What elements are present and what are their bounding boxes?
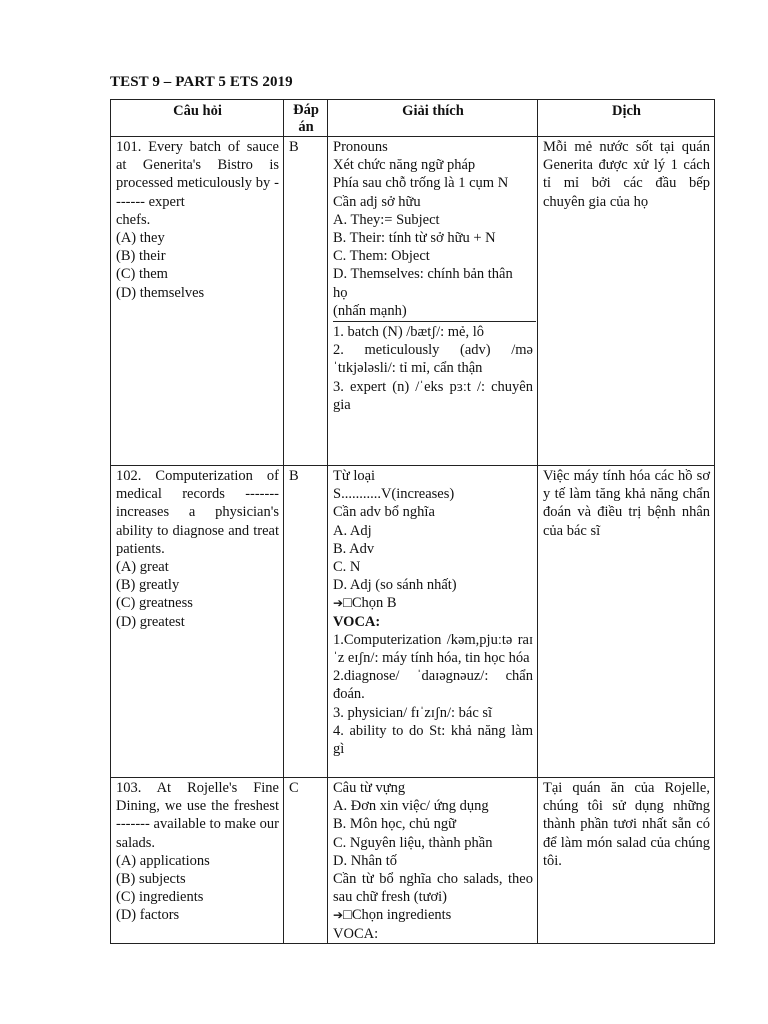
explanation-line: Cần từ bổ nghĩa cho salads, theo sau chữ fresh (tươi) <box>333 871 533 906</box>
answer-cell: B <box>284 466 328 778</box>
vocab-item: 1.Computerization /kəm,pjuːtə raɪˈz eɪʃn/: máy tính hóa, tin học hóa <box>333 631 533 667</box>
option-a: (A) great <box>116 559 169 576</box>
explanation-line: S...........V(increases) <box>333 486 455 503</box>
choose-line <box>333 594 533 612</box>
voca-label: VOCA: <box>333 925 379 942</box>
header-explanation: Giải thích <box>328 100 538 137</box>
explanation-line: A. Đơn xin việc/ ứng dụng <box>333 798 489 815</box>
vocab-item: 3. physician/ fɪˈzɪʃn/: bác sĩ <box>333 704 493 721</box>
arrow-right-icon: ➔ <box>333 596 344 611</box>
option-c: (C) greatness <box>116 595 193 612</box>
explanation-line: B. Adv <box>333 540 375 557</box>
explanation-line: Xét chức năng ngữ pháp <box>333 157 476 174</box>
table-row <box>111 466 715 778</box>
option-d: (D) themselves <box>116 284 205 301</box>
document-title: TEST 9 – PART 5 ETS 2019 <box>110 74 293 90</box>
answer-cell: B <box>284 137 328 466</box>
box-icon: □ <box>343 907 352 924</box>
explanation-line: C. N <box>333 559 361 576</box>
header-translation: Dịch <box>538 100 715 137</box>
explanation-cell <box>328 137 538 466</box>
answer-cell: C <box>284 778 328 944</box>
explanation-line: Pronouns <box>333 139 388 155</box>
question-text: 101. Every batch of sauce at Generita's Bistro is processed meticulously by ------- expert <box>116 139 279 210</box>
option-c: (C) ingredients <box>116 889 204 906</box>
option-b: (B) subjects <box>116 871 186 888</box>
option-d: (D) greatest <box>116 613 185 630</box>
question-cell <box>111 466 284 778</box>
option-d: (D) factors <box>116 907 180 924</box>
arrow-right-icon: ➔ <box>333 908 344 923</box>
explanation-line: A. Adj <box>333 522 372 539</box>
table-row <box>111 778 715 944</box>
choose-text: Chọn B <box>351 595 397 612</box>
answer-table <box>110 99 715 944</box>
explanation-cell <box>328 778 538 944</box>
vocab-item: 2. meticulously (adv) /məˈtɪkjələsli/: tỉ mỉ, cẩn thận <box>333 342 533 377</box>
option-b: (B) greatly <box>116 577 180 594</box>
vocab-item: 1. batch (N) /bætʃ/: mẻ, lô <box>333 324 485 341</box>
translation-cell: Tại quán ăn của Rojelle, chúng tôi sử dụng những thành phần tươi nhất sẵn có để làm món salad của chúng tôi. <box>538 778 715 944</box>
option-b: (B) their <box>116 248 166 265</box>
question-cell <box>111 137 284 466</box>
explanation-line: (nhấn mạnh) <box>333 302 407 319</box>
explanation-cell <box>328 466 538 778</box>
explanation-line: A. They:= Subject <box>333 211 440 228</box>
header-row <box>111 100 715 137</box>
table-row <box>111 137 715 466</box>
explanation-line: Phía sau chỗ trống là 1 cụm N <box>333 175 509 192</box>
voca-label: VOCA: <box>333 613 381 630</box>
explanation-line: Cần adv bổ nghĩa <box>333 504 435 521</box>
explanation-line: D. Adj (so sánh nhất) <box>333 577 457 594</box>
explanation-line: D. Nhân tố <box>333 852 398 869</box>
option-a: (A) applications <box>116 852 210 869</box>
explanation-line: C. Them: Object <box>333 248 430 265</box>
option-a: (A) they <box>116 230 165 247</box>
translation-cell: Việc máy tính hóa các hồ sơ y tế làm tăng khả năng chẩn đoán và điều trị bệnh nhân của bác sĩ <box>538 466 715 778</box>
vocab-item: 4. ability to do St: khả năng làm gì <box>333 722 533 758</box>
header-answer: Đáp án <box>284 100 328 137</box>
choose-text: Chọn ingredients <box>351 907 452 924</box>
explanation-line: B. Môn học, chủ ngữ <box>333 816 457 833</box>
explanation-line: Cần adj sở hữu <box>333 193 421 210</box>
explanation-line: Từ loại <box>333 468 376 484</box>
explanation-line: B. Their: tính từ sở hữu + N <box>333 230 496 247</box>
option-c: (C) them <box>116 266 168 283</box>
choose-line <box>333 906 533 924</box>
explanation-line: C. Nguyên liệu, thành phần <box>333 834 493 851</box>
explanation-line: họ <box>333 284 348 301</box>
vocab-item: 3. expert (n) /ˈeks pɜːt /: chuyên gia <box>333 378 533 413</box>
header-question: Câu hỏi <box>111 100 284 137</box>
explanation-line: D. Themselves: chính bản thân <box>333 266 513 283</box>
question-cell <box>111 778 284 944</box>
box-icon: □ <box>343 595 352 612</box>
question-text: 102. Computerization of medical records ------- increases a physician's ability to diagnose and treat patients. <box>116 468 279 557</box>
question-text: 103. At Rojelle's Fine Dining, we use the freshest ------- available to make our salads. <box>116 780 279 851</box>
divider <box>333 321 536 322</box>
vocab-item: 2.diagnose/ ˈdaɪəgnəuz/: chẩn đoán. <box>333 668 533 703</box>
translation-cell: Mỗi mẻ nước sốt tại quán Generita được xử lý 1 cách tỉ mỉ bởi các đầu bếp chuyên gia của họ <box>538 137 715 466</box>
explanation-line: Câu từ vựng <box>333 780 406 796</box>
question-text: chefs. <box>116 211 151 228</box>
